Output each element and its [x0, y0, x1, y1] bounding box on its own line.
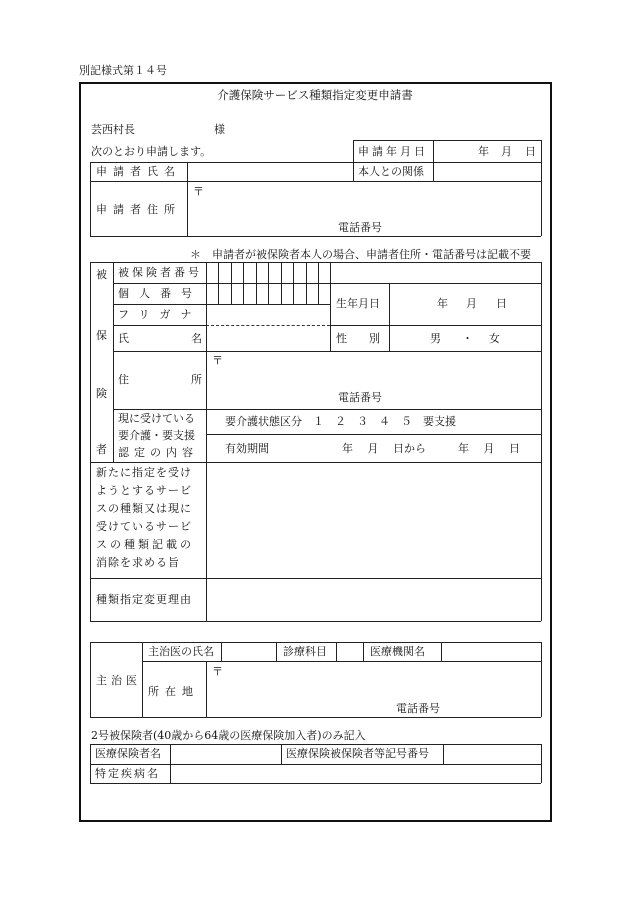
current-cert-line-3: 認定の内容: [118, 446, 198, 459]
sex-separator: ・: [462, 332, 473, 345]
furigana-label: フリガナ: [118, 308, 202, 321]
sex-female: 女: [489, 332, 500, 345]
applicant-address-label: 申請者住所: [96, 203, 181, 216]
doctor-name-label: 主治医の氏名: [148, 645, 214, 658]
intro-text: 次のとおり申請します。: [91, 145, 212, 158]
doctor-dept-label: 診療科目: [283, 645, 327, 658]
application-date-month: 月: [501, 145, 512, 158]
insured-postal-mark: 〒: [212, 354, 223, 367]
medical-insurer-label: 医療保険者名: [95, 747, 161, 760]
personal-number-label: 個人番号: [118, 287, 202, 300]
applicant-postal-mark: 〒: [193, 185, 204, 198]
insured-side-char-2: 保: [96, 329, 107, 342]
applicant-name-label: 申請者氏名: [96, 165, 181, 178]
validity-label: 有効期間: [225, 442, 269, 455]
insured-note: ＊ 申請者が被保険者本人の場合、申請者住所・電話番号は記載不要: [190, 248, 531, 261]
service-change-line-5: スの種類記載の: [96, 538, 194, 551]
service-change-line-6: 消除を求める旨: [96, 556, 180, 569]
sex-male: 男: [430, 332, 441, 345]
insured-number-label: 被保険者番号: [118, 266, 202, 279]
type2-heading: 2号被保険者(40歳から64歳の医療保険加入者)のみ記入: [91, 729, 366, 742]
current-cert-line-1: 現に受けている: [118, 412, 195, 425]
addressee-village: 芸西村長: [91, 123, 135, 136]
current-cert-line-2: 要介護・要支援: [118, 429, 195, 442]
insured-side-char-4: 者: [96, 443, 107, 456]
doctor-phone-label: 電話番号: [396, 702, 440, 715]
application-date-day: 日: [525, 145, 536, 158]
doctor-institution-label: 医療機関名: [370, 645, 425, 658]
doctor-side-label: 主治医: [96, 674, 141, 687]
applicant-phone-label: 電話番号: [338, 221, 382, 234]
service-change-line-2: ようとするサービ: [96, 484, 192, 497]
application-date-year: 年: [478, 145, 489, 158]
birth-month: 月: [466, 297, 477, 310]
insured-name-label-2: 名: [191, 332, 202, 345]
birth-year: 年: [437, 297, 448, 310]
change-reason-label: 種類指定変更理由: [96, 593, 192, 606]
validity-from: 年 月 日から: [342, 442, 426, 455]
birth-date-label: 生年月日: [336, 297, 380, 310]
application-date-label: 申請年月日: [358, 145, 428, 158]
doctor-postal-mark: 〒: [212, 665, 223, 678]
insured-address-label-1: 住: [118, 373, 129, 386]
doctor-location-label: 所在地: [148, 685, 199, 698]
insured-phone-label: 電話番号: [338, 391, 382, 404]
medical-insured-number-label: 医療保険被保険者等記号番号: [286, 747, 429, 760]
form-number: 別記様式第１４号: [79, 64, 167, 77]
addressee-honorific: 様: [214, 123, 225, 136]
birth-day: 日: [496, 297, 507, 310]
insured-name-label-1: 氏: [118, 332, 129, 345]
service-change-line-3: スの種類又は現に: [96, 502, 192, 515]
insured-side-char-1: 被: [96, 268, 107, 281]
service-change-line-1: 新たに指定を受け: [96, 466, 192, 479]
sex-label: 性別: [336, 332, 402, 345]
validity-to: 年 月 日: [458, 442, 520, 455]
care-level-text: 要介護状態区分 １ ２ ３ ４ ５ 要支援: [225, 415, 456, 428]
insured-address-label-2: 所: [191, 373, 202, 386]
applicant-relation-label: 本人との関係: [358, 165, 424, 178]
specified-disease-label: 特定疾病名: [95, 767, 160, 780]
insured-side-char-3: 険: [96, 387, 107, 400]
service-change-line-4: 受けているサービ: [96, 520, 192, 533]
form-title: 介護保険サービス種類指定変更申請書: [217, 88, 413, 102]
